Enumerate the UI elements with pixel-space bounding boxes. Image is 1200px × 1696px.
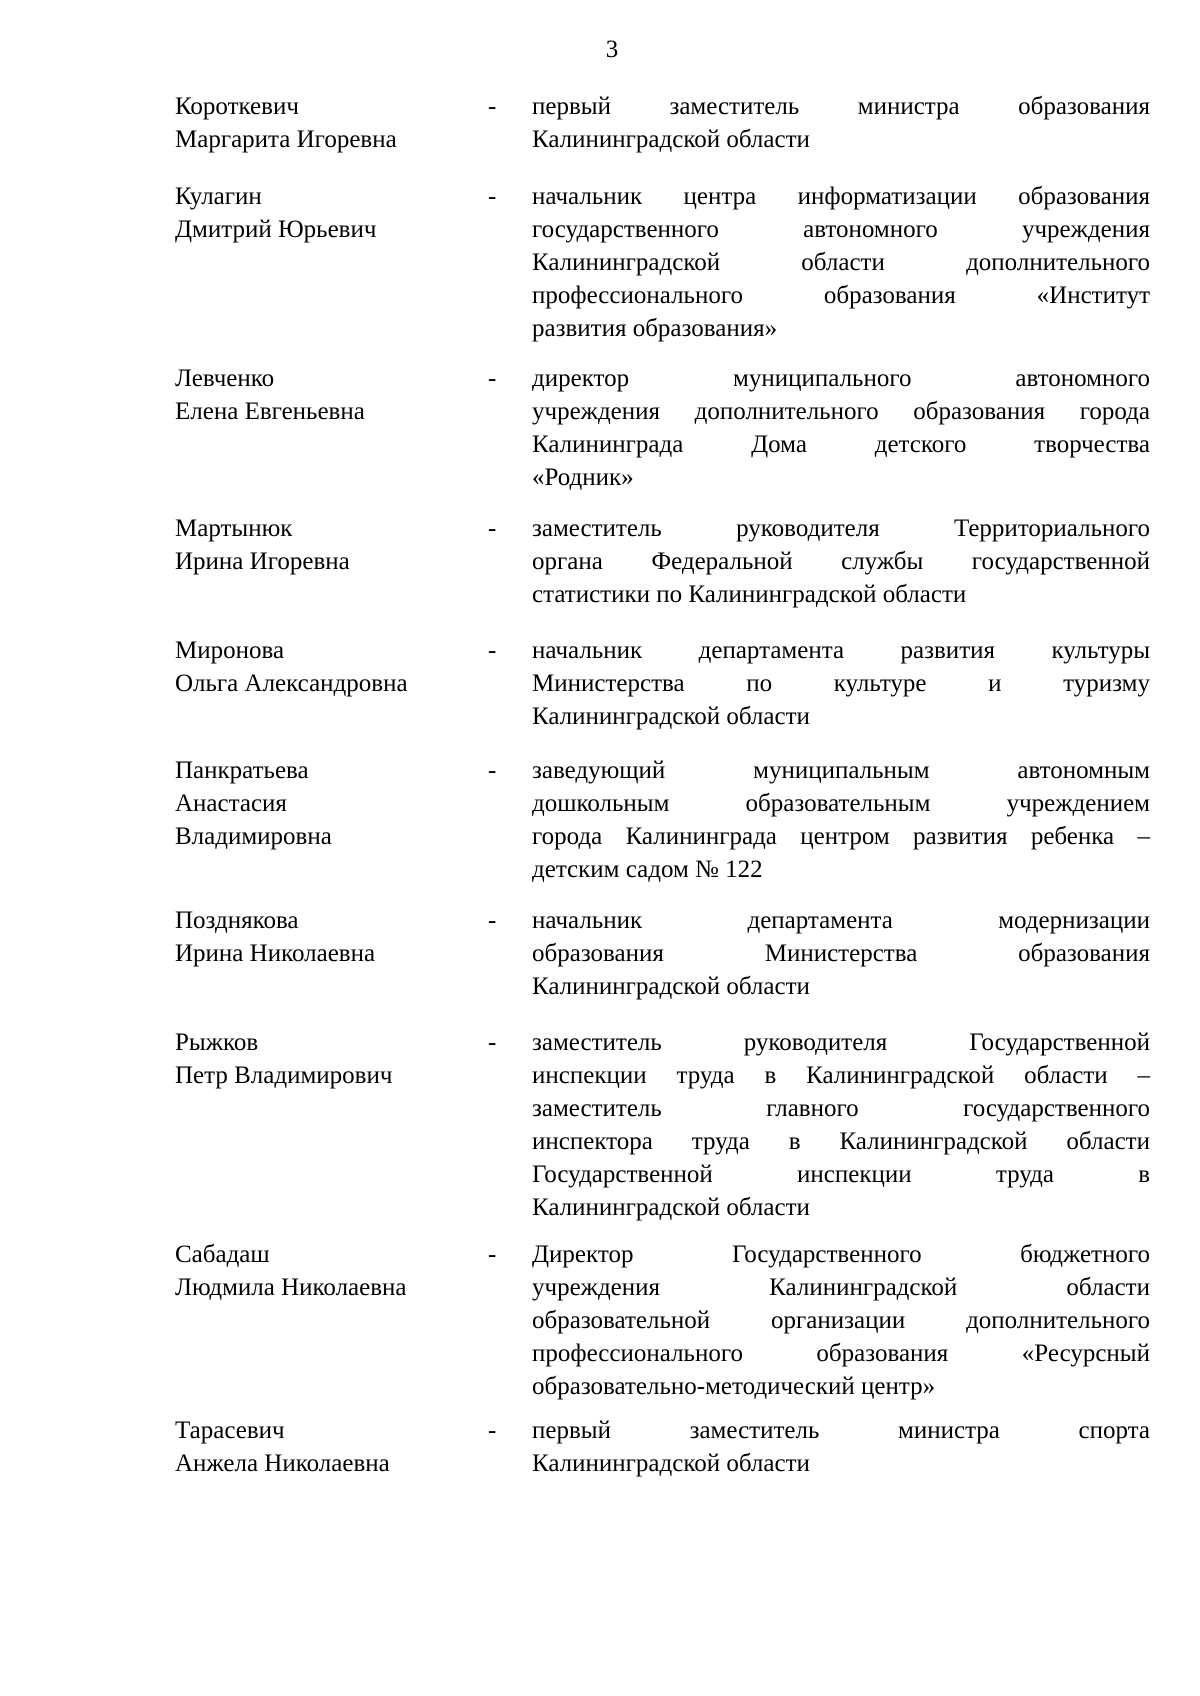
position-line: учреждения Калининградской области: [532, 1274, 1150, 1301]
position-line: заместитель руководителя Государственной: [532, 1029, 1150, 1056]
member-patronymic: Владимировна: [175, 823, 332, 850]
position-line: «Родник»: [532, 464, 634, 491]
member-entry: [175, 90, 1155, 156]
position-line: Министерства по культуре и туризму: [532, 670, 1150, 697]
position-line: образования Министерства образования: [532, 940, 1150, 967]
member-surname: Мартынюк: [175, 515, 293, 542]
member-given-name: Маргарита Игоревна: [175, 126, 397, 153]
position-line: государственного автономного учреждения: [532, 216, 1150, 243]
member-surname: Короткевич: [175, 93, 299, 120]
position-line: Калининградской области дополнительного: [532, 249, 1150, 276]
member-position: [532, 754, 1150, 886]
position-line: Директор Государственного бюджетного: [532, 1241, 1150, 1268]
member-position: [532, 90, 1150, 156]
separator-dash: -: [488, 183, 497, 210]
member-position: [532, 512, 1150, 611]
member-surname: Тарасевич: [175, 1417, 285, 1444]
separator-dash: -: [488, 637, 497, 664]
member-given-name: Петр Владимирович: [175, 1062, 393, 1089]
position-line: начальник департамента развития культуры: [532, 637, 1150, 664]
position-line: статистики по Калининградской области: [532, 581, 967, 608]
position-line: города Калининграда центром развития ребенка –: [532, 823, 1150, 850]
member-position: [532, 1414, 1150, 1480]
position-line: Калининградской области: [532, 1450, 810, 1477]
member-name: [175, 1238, 480, 1403]
position-line: образовательно-методический центр»: [532, 1373, 936, 1400]
member-name: [175, 90, 480, 156]
separator-dash: -: [488, 515, 497, 542]
separator-dash: -: [488, 1029, 497, 1056]
position-line: Калининградской области: [532, 126, 810, 153]
member-surname: Левченко: [175, 365, 275, 392]
member-entry: [175, 634, 1155, 733]
separator-dash: -: [488, 365, 497, 392]
position-line: развития образования»: [532, 315, 778, 342]
position-line: Калининградской области: [532, 973, 810, 1000]
member-given-name: Елена Евгеньевна: [175, 398, 365, 425]
page-number: 3: [605, 36, 619, 63]
member-position: [532, 362, 1150, 494]
member-surname: Панкратьева: [175, 757, 309, 784]
member-name: [175, 1026, 480, 1224]
member-entry: [175, 754, 1155, 886]
member-given-name: Ирина Игоревна: [175, 548, 350, 575]
position-line: заместитель главного государственного: [532, 1095, 1150, 1122]
member-entry: [175, 1238, 1155, 1403]
position-line: заместитель руководителя Территориального: [532, 515, 1150, 542]
member-entry: [175, 362, 1155, 494]
member-name: [175, 1414, 480, 1480]
member-name: [175, 180, 480, 345]
member-entry: [175, 904, 1155, 1003]
member-surname: Сабадаш: [175, 1241, 270, 1268]
member-given-name: Анастасия: [175, 790, 287, 817]
position-line: Калининградской области: [532, 1194, 810, 1221]
member-entry: [175, 512, 1155, 611]
member-entry: [175, 1414, 1155, 1480]
position-line: инспекции труда в Калининградской области –: [532, 1062, 1150, 1089]
separator-dash: -: [488, 1417, 497, 1444]
separator-dash: -: [488, 1241, 497, 1268]
member-given-name: Ольга Александровна: [175, 670, 408, 697]
member-given-name: Дмитрий Юрьевич: [175, 216, 377, 243]
member-given-name: Анжела Николаевна: [175, 1450, 390, 1477]
position-line: образовательной организации дополнительного: [532, 1307, 1150, 1334]
member-name: [175, 754, 480, 886]
member-surname: Кулагин: [175, 183, 262, 210]
separator-dash: -: [488, 907, 497, 934]
separator-dash: -: [488, 93, 497, 120]
position-line: профессионального образования «Институт: [532, 282, 1150, 309]
position-line: первый заместитель министра спорта: [532, 1417, 1150, 1444]
position-line: Калининградской области: [532, 703, 810, 730]
position-line: инспектора труда в Калининградской области: [532, 1128, 1150, 1155]
member-surname: Позднякова: [175, 907, 299, 934]
position-line: учреждения дополнительного образования города: [532, 398, 1150, 425]
member-position: [532, 180, 1150, 345]
position-line: профессионального образования «Ресурсный: [532, 1340, 1150, 1367]
position-line: Государственной инспекции труда в: [532, 1161, 1150, 1188]
position-line: детским садом № 122: [532, 856, 763, 883]
member-surname: Рыжков: [175, 1029, 259, 1056]
position-line: директор муниципального автономного: [532, 365, 1150, 392]
position-line: органа Федеральной службы государственной: [532, 548, 1150, 575]
separator-dash: -: [488, 757, 497, 784]
position-line: дошкольным образовательным учреждением: [532, 790, 1150, 817]
member-name: [175, 362, 480, 494]
position-line: начальник центра информатизации образования: [532, 183, 1150, 210]
position-line: начальник департамента модернизации: [532, 907, 1150, 934]
member-position: [532, 904, 1150, 1003]
member-name: [175, 634, 480, 733]
member-entry: [175, 180, 1155, 345]
member-surname: Миронова: [175, 637, 285, 664]
member-position: [532, 634, 1150, 733]
member-name: [175, 904, 480, 1003]
member-name: [175, 512, 480, 611]
member-given-name: Людмила Николаевна: [175, 1274, 407, 1301]
member-entry: [175, 1026, 1155, 1224]
member-position: [532, 1026, 1150, 1224]
position-line: Калининграда Дома детского творчества: [532, 431, 1150, 458]
position-line: первый заместитель министра образования: [532, 93, 1150, 120]
member-given-name: Ирина Николаевна: [175, 940, 376, 967]
position-line: заведующий муниципальным автономным: [532, 757, 1150, 784]
member-position: [532, 1238, 1150, 1403]
